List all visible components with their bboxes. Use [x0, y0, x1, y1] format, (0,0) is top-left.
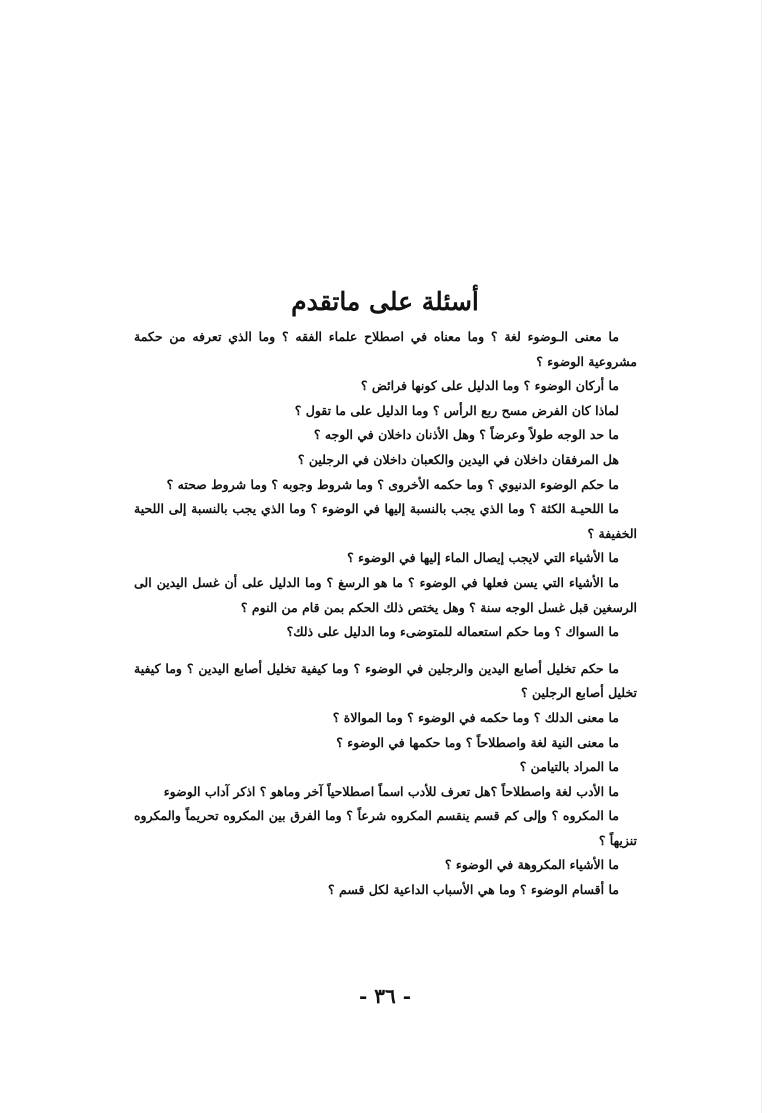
page-number: - ٣٦ -	[358, 984, 411, 1008]
question-16: ما المكروه ؟ وإلى كم قسم ينقسم المكروه شرعاً ؟ وما الفرق بين المكروه تحريماً والمكروه تنزيهاً ؟	[134, 808, 637, 848]
question-17: ما الأشياء المكروهة في الوضوء ؟	[444, 857, 619, 873]
question-12: ما معنى الدلك ؟ وما حكمه في الوضوء ؟ وما الموالاة ؟	[332, 709, 619, 725]
questions-list	[134, 325, 637, 903]
question-7: ما اللحيـة الكثة ؟ وما الذي يجب بالنسبة إليها في الوضوء ؟ وما الذي يجب بالنسبة إلى اللحية الخفيفة ؟	[134, 501, 637, 541]
question-10: ما السواك ؟ وما حكم استعماله للمتوضىء وما الدليل على ذلك؟	[286, 624, 619, 640]
question-9: ما الأشياء التي يسن فعلها في الوضوء ؟ ما هو الرسغ ؟ وما الدليل على أن غسل اليدين الى الرسغين قبل غسل الوجه سنة ؟ وهل يختص ذلك الحكم بمن قام من النوم ؟	[134, 574, 637, 615]
question-6: ما حكم الوضوء الدنيوي ؟ وما حكمه الأخروى ؟ وما شروط وجوبه ؟ وما شروط صحته ؟	[166, 476, 619, 492]
question-5: هل المرفقان داخلان في اليدين والكعبان داخلان في الرجلين ؟	[297, 451, 619, 467]
question-2: ما أركان الوضوء ؟ وما الدليل على كونها فرائض ؟	[360, 378, 619, 394]
question-8: ما الأشياء التي لايجب إيصال الماء إليها في الوضوء ؟	[347, 550, 619, 566]
question-1: ما معنى الـوضوء لغة ؟ وما معناه في اصطلاح علماء الفقه ؟ وما الذي تعرفه من حكمة مشروعية الوضوء ؟	[134, 329, 637, 369]
page-edge-line	[761, 0, 762, 1113]
question-4: ما حد الوجه طولاً وعرضاً ؟ وهل الأذنان داخلان في الوجه ؟	[313, 427, 619, 443]
question-3: لماذا كان الفرض مسح ربع الرأس ؟ وما الدليل على ما تقول ؟	[294, 402, 619, 418]
page-title: أسئلة على ماتقدم	[291, 286, 479, 316]
question-11: ما حكم تخليل أصابع اليدين والرجلين في الوضوء ؟ وما كيفية تخليل أصابع اليدين ؟ وما كيفية تخليل أصابع الرجلين ؟	[134, 660, 637, 701]
question-15: ما الأدب لغة واصطلاحاً ؟هل تعرف للأدب اسماً اصطلاحياً آخر وماهو ؟ اذكر آداب الوضوء	[163, 783, 619, 799]
question-14: ما المراد بالتيامن ؟	[519, 759, 619, 775]
question-18: ما أقسام الوضوء ؟ وما هي الأسباب الداعية لكل قسم ؟	[328, 882, 619, 898]
question-13: ما معنى النية لغة واصطلاحاً ؟ وما حكمها في الوضوء ؟	[336, 734, 619, 750]
